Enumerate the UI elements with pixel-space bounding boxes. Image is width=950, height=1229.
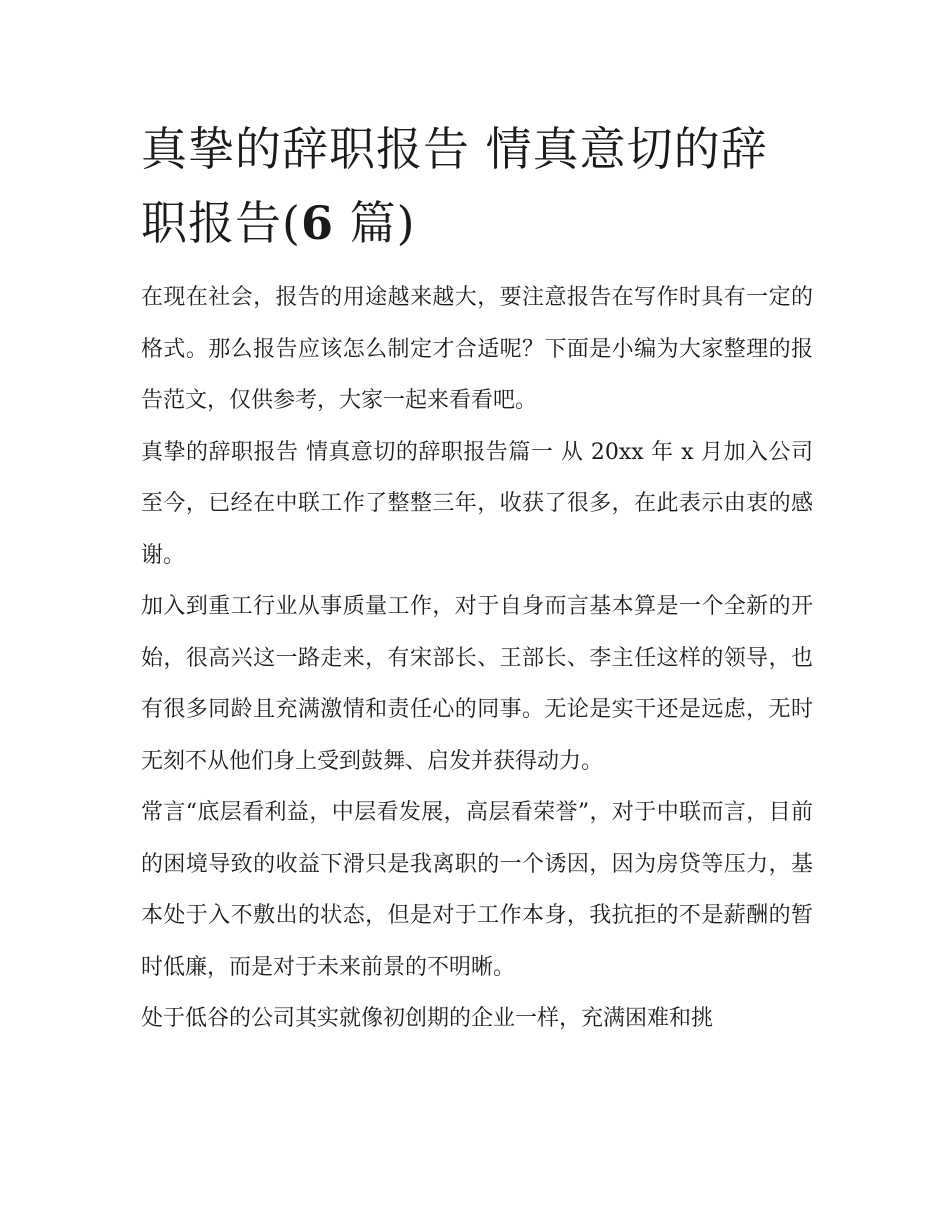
paragraph-intro: 在现在社会，报告的用途越来越大，要注意报告在写作时具有一定的格式。那么报告应该怎么制定才合适呢？下面是小编为大家整理的报告范文，仅供参考，大家一起来看看吧。 xyxy=(141,285,813,413)
title-text: 真挚的辞职报告 情真意切的辞职报告( xyxy=(141,122,768,250)
document-title xyxy=(141,112,813,260)
paragraph-low-period: 处于低谷的公司其实就像初创期的企业一样，充满困难和挑 xyxy=(141,1006,714,1031)
title-suffix: 篇) xyxy=(333,196,416,250)
paragraph-section-1: 真挚的辞职报告 情真意切的辞职报告篇一 从 20xx 年 x 月加入公司至今，已经在中联工作了整整三年，收获了很多，在此表示由衷的感谢。 xyxy=(141,439,813,568)
document-body xyxy=(141,112,813,1045)
paragraph-saying: 常言“底层看利益，中层看发展，高层看荣誉”，对于中联而言，目前的困境导致的收益下滑只是我离职的一个诱因，因为房贷等压力，基本处于入不敷出的状态，但是对于工作本身，我抗拒的不是薪酬的暂时低廉，而是对于未来前景的不明晰。 xyxy=(141,800,813,980)
paragraph-quality-work: 加入到重工行业从事质量工作，对于自身而言基本算是一个全新的开始，很高兴这一路走来，有宋部长、王部长、李主任这样的领导，也有很多同龄且充满激情和责任心的同事。无论是实干还是远虑，无时无刻不从他们身上受到鼓舞、启发并获得动力。 xyxy=(141,594,813,774)
title-count: 6 xyxy=(300,196,334,250)
